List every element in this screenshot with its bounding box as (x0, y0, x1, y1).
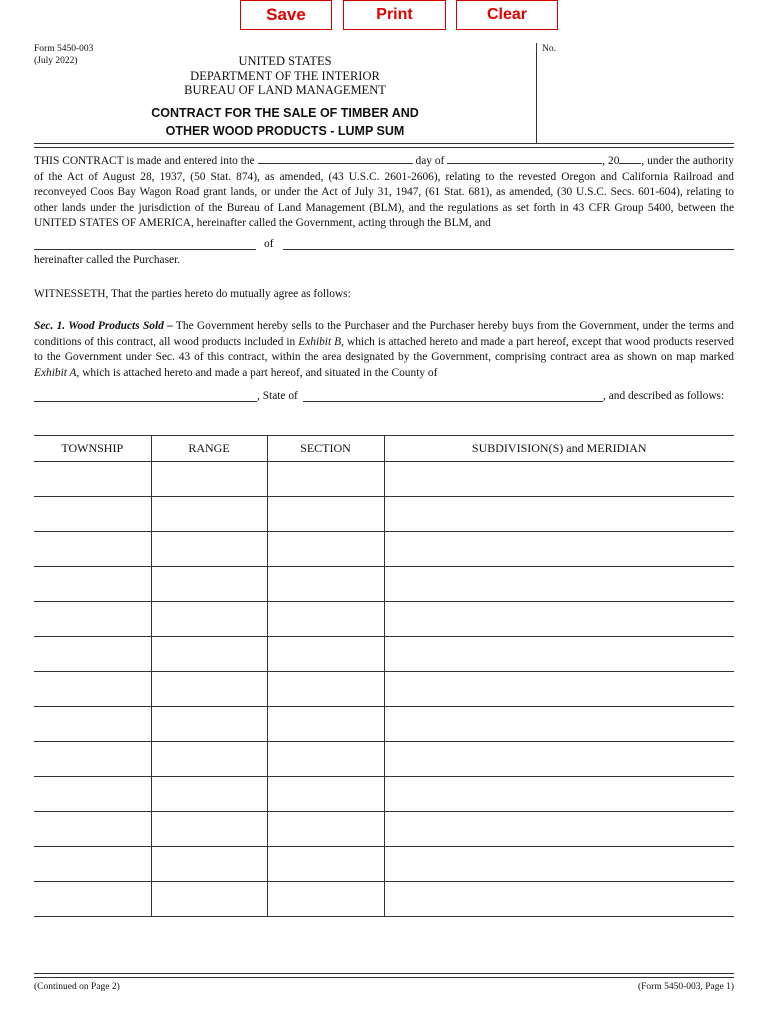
subdivision-cell[interactable] (384, 812, 734, 847)
save-button[interactable]: Save (240, 0, 332, 30)
purchaser-text: hereinafter called the Purchaser. (34, 254, 181, 266)
subdivision-cell[interactable] (384, 847, 734, 882)
agency-line-2: DEPARTMENT OF THE INTERIOR (190, 68, 380, 83)
township-cell[interactable] (34, 637, 151, 672)
range-cell[interactable] (151, 462, 267, 497)
township-cell[interactable] (34, 847, 151, 882)
sec1-text-3: , which is attached hereto and made a part hereof, and situated in the County of (76, 366, 438, 379)
agency-line-1: UNITED STATES (238, 54, 332, 68)
header-rule-2 (34, 147, 734, 148)
township-cell[interactable] (34, 602, 151, 637)
range-cell[interactable] (151, 847, 267, 882)
range-cell[interactable] (151, 532, 267, 567)
section-cell[interactable] (267, 462, 384, 497)
table-row (34, 882, 734, 917)
subdivision-cell[interactable] (384, 532, 734, 567)
table-row (34, 672, 734, 707)
table-row (34, 532, 734, 567)
subdivision-cell[interactable] (384, 672, 734, 707)
township-cell[interactable] (34, 707, 151, 742)
township-cell[interactable] (34, 742, 151, 777)
intro-text-1: THIS CONTRACT is made and entered into the (34, 155, 255, 167)
sec1-text-2: , which is attached hereto and made a part hereof, except that wood products reserved to the Government under Sec. 43 of this contract, within the area designated by the Government, comprising contract area as shown on map marked (34, 335, 734, 363)
sec1-paragraph (34, 319, 734, 381)
section-cell[interactable] (267, 882, 384, 917)
range-cell[interactable] (151, 812, 267, 847)
witnesseth-text: WITNESSETH, That the parties hereto do mutually agree as follows: (34, 288, 351, 300)
sec1-heading: Sec. 1. Wood Products Sold – (34, 320, 173, 332)
form-title-line-2: OTHER WOOD PRODUCTS - LUMP SUM (165, 124, 405, 138)
section-cell[interactable] (267, 847, 384, 882)
state-field[interactable] (303, 401, 603, 402)
continued-note: (Continued on Page 2) (34, 982, 120, 992)
page-number: (Form 5450-003, Page 1) (637, 982, 734, 992)
section-cell[interactable] (267, 672, 384, 707)
table-row (34, 707, 734, 742)
range-cell[interactable] (151, 567, 267, 602)
contract-month-field[interactable] (447, 152, 602, 164)
township-cell[interactable] (34, 532, 151, 567)
table-row (34, 567, 734, 602)
intro-text-3: , 20 (602, 155, 620, 167)
form-identifier (34, 43, 93, 67)
agency-block (130, 54, 440, 98)
table-row (34, 602, 734, 637)
range-cell[interactable] (151, 777, 267, 812)
range-cell[interactable] (151, 672, 267, 707)
exhibit-b-ref: Exhibit B (298, 335, 342, 348)
sec1-text-1: The Government hereby sells to the Purchaser and the Purchaser hereby buys from the Government, under the terms and conditions of this contract, all wood products included in (34, 320, 735, 348)
intro-paragraph (34, 152, 734, 232)
subdivision-header: SUBDIVISION(S) and MERIDIAN (384, 436, 734, 462)
section-cell[interactable] (267, 777, 384, 812)
purchaser-address-field[interactable] (283, 249, 734, 250)
township-cell[interactable] (34, 777, 151, 812)
subdivision-cell[interactable] (384, 462, 734, 497)
header-rule-1 (34, 143, 734, 144)
table-row (34, 497, 734, 532)
section-cell[interactable] (267, 602, 384, 637)
form-title-line-1: CONTRACT FOR THE SALE OF TIMBER AND (151, 106, 419, 120)
section-cell[interactable] (267, 707, 384, 742)
subdivision-cell[interactable] (384, 567, 734, 602)
contract-day-field[interactable] (258, 152, 413, 164)
subdivision-cell[interactable] (384, 777, 734, 812)
table-row (34, 812, 734, 847)
state-label: , State of (257, 390, 298, 402)
form-date: (July 2022) (34, 56, 78, 66)
range-cell[interactable] (151, 497, 267, 532)
subdivision-cell[interactable] (384, 602, 734, 637)
footer-rule-2 (34, 977, 734, 978)
described-label: , and described as follows: (603, 390, 725, 402)
intro-text-2: day of (415, 155, 445, 167)
form-title (100, 104, 470, 140)
intro-text-4: , under the authority of the Act of August 28, 1937, (50 Stat. 874), as amended, (43 U.S.C. 2601-2606), relating to the revested Oregon and California Railroad and reconveyed Coos Bay Wagon Road grant lands, or under the Act of July 31, 1947, (61 Stat. 681), as amended, (30 U.S.C. Secs. 601-604), relating to other lands under the jurisdiction of the Bureau of Land Management (BLM), and the regulations as set forth in 43 CFR Group 5400, between the UNITED STATES OF AMERICA, hereinafter called the Government, acting through the BLM, and (34, 155, 734, 229)
section-cell[interactable] (267, 637, 384, 672)
table-row (34, 637, 734, 672)
table-row (34, 462, 734, 497)
range-header: RANGE (151, 436, 267, 462)
land-description-table (34, 435, 734, 917)
section-header: SECTION (267, 436, 384, 462)
of-label: of (264, 238, 274, 250)
range-cell[interactable] (151, 707, 267, 742)
table-row (34, 742, 734, 777)
township-cell[interactable] (34, 567, 151, 602)
form-number: Form 5450-003 (34, 44, 94, 54)
section-cell[interactable] (267, 567, 384, 602)
range-cell[interactable] (151, 882, 267, 917)
section-cell[interactable] (267, 497, 384, 532)
agency-line-3: BUREAU OF LAND MANAGEMENT (184, 83, 386, 97)
subdivision-cell[interactable] (384, 882, 734, 917)
township-cell[interactable] (34, 462, 151, 497)
township-header: TOWNSHIP (34, 436, 151, 462)
county-field[interactable] (34, 401, 257, 402)
subdivision-cell[interactable] (384, 707, 734, 742)
footer-rule-1 (34, 973, 734, 974)
contract-year-field[interactable] (619, 152, 641, 164)
purchaser-name-field[interactable] (34, 249, 256, 250)
section-cell[interactable] (267, 532, 384, 567)
clear-button[interactable]: Clear (456, 0, 558, 30)
township-cell[interactable] (34, 882, 151, 917)
exhibit-a-ref: Exhibit A (34, 366, 77, 379)
township-cell[interactable] (34, 672, 151, 707)
township-cell[interactable] (34, 497, 151, 532)
subdivision-cell[interactable] (384, 497, 734, 532)
table-header-row (34, 436, 734, 462)
subdivision-cell[interactable] (384, 637, 734, 672)
range-cell[interactable] (151, 742, 267, 777)
subdivision-cell[interactable] (384, 742, 734, 777)
table-row (34, 847, 734, 882)
contract-number-label: No. (542, 44, 556, 54)
range-cell[interactable] (151, 637, 267, 672)
section-cell[interactable] (267, 742, 384, 777)
print-button[interactable]: Print (343, 0, 446, 30)
table-row (34, 777, 734, 812)
section-cell[interactable] (267, 812, 384, 847)
township-cell[interactable] (34, 812, 151, 847)
range-cell[interactable] (151, 602, 267, 637)
header-divider (536, 43, 537, 143)
